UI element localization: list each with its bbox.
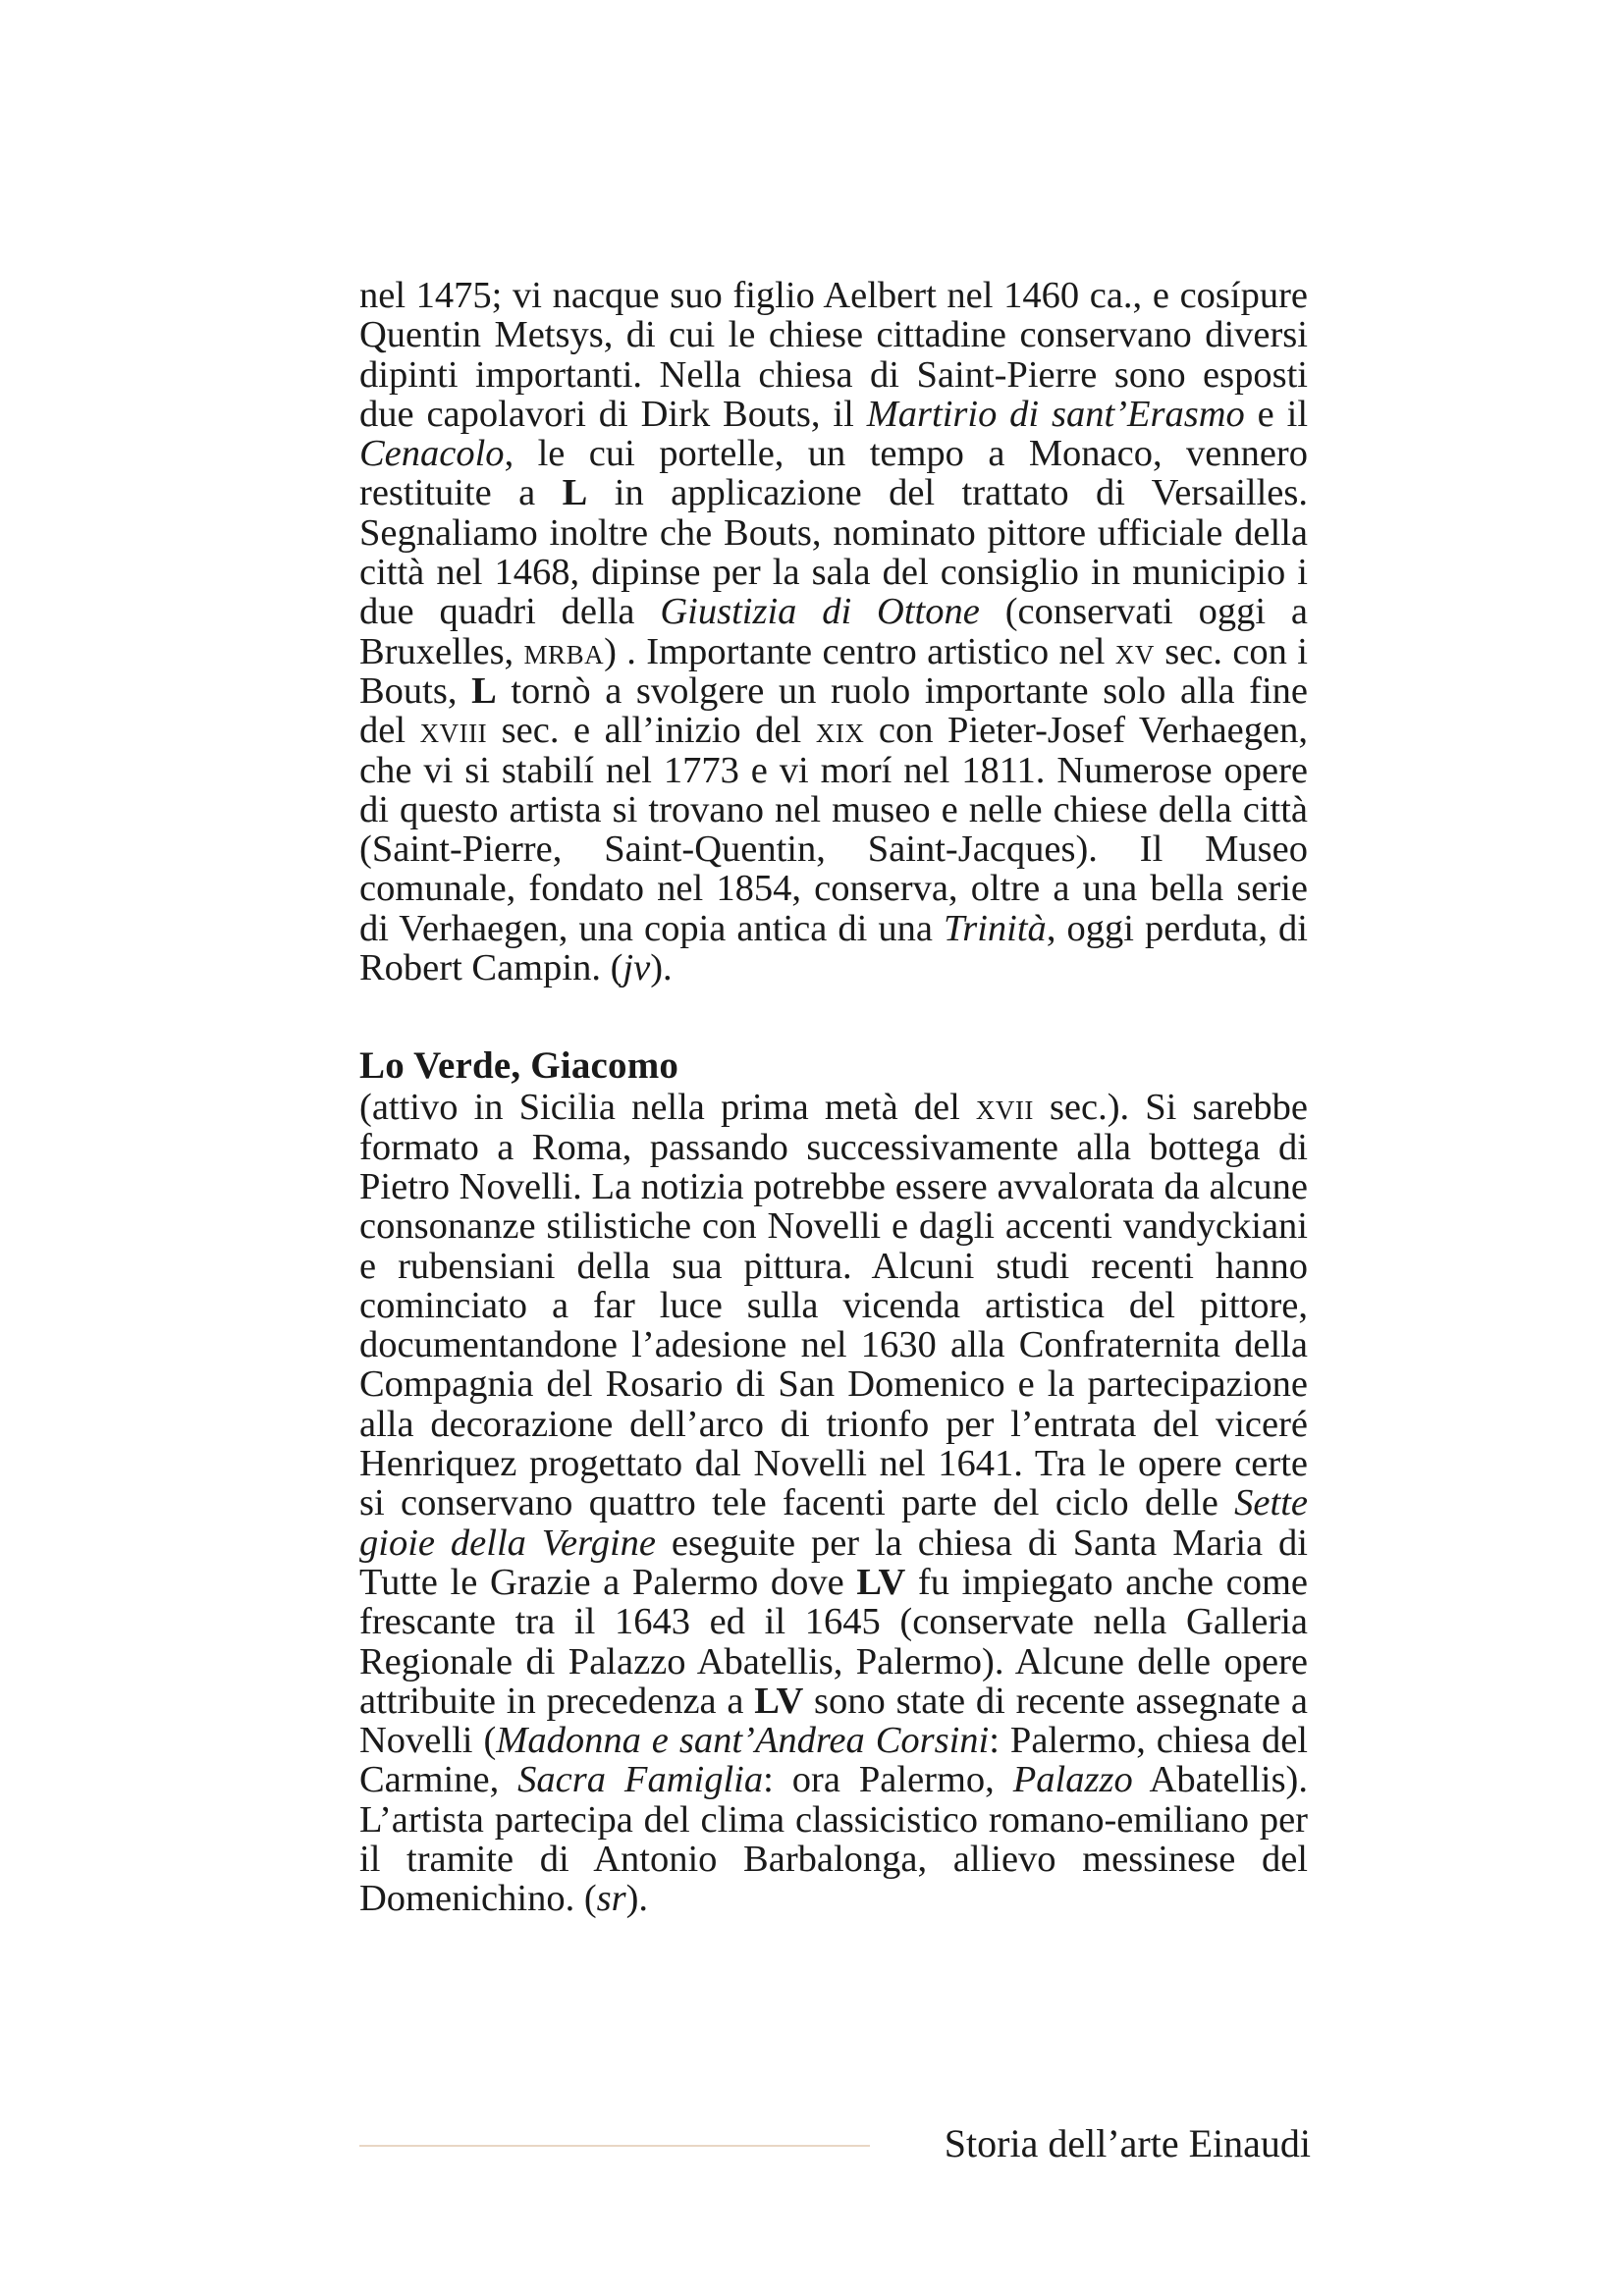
bold-run: L xyxy=(562,472,588,514)
footer-divider xyxy=(359,2145,870,2147)
text-run: fu impiegato anche come frescante tra il 1643 ed il 1645 (conservate nella Galleria Regionale di Palazzo Abatellis, Palermo). Alcune delle opere attribuite in precedenza a xyxy=(359,1561,1309,1722)
text-run: in applicazione del trattato di Versailles. Segnaliamo inoltre che Bouts, nominato pittore ufficiale della città nel 1468, dipinse per la sala del consiglio in municipio i due quadri della xyxy=(359,472,1308,633)
text-run: : ora Palermo, xyxy=(763,1759,1013,1801)
italic-run: jv xyxy=(622,947,651,989)
text-run: sec. con i Bouts, xyxy=(359,630,1308,712)
continuation-paragraph xyxy=(359,276,1308,988)
text-run: sec.). Si sarebbe formato a Roma, passando successivamente alla bottega di Pietro Novelli. La notizia potrebbe essere avvalorata da alcune consonanze stilistiche con Novelli e dagli accenti vandyckiani e rubensiani della sua pittura. Alcuni studi recenti hanno cominciato a far luce sulla vicenda artistica del pittore, documentandone l’adesione nel 1630 alla Confraternita della Compagnia del Rosario di San Domenico e la partecipazione alla decorazione dell’arco di trionfo per l’entrata del viceré Henriquez progettato dal Novelli nel 1641. Tra le opere certe si conservano quattro tele facenti parte del ciclo delle xyxy=(359,1087,1309,1524)
small-caps-run: mrba xyxy=(523,630,605,672)
bold-run: LV xyxy=(856,1561,906,1603)
text-run: : Palermo, chiesa del Carmine, xyxy=(359,1720,1308,1801)
text-run: sec. e all’inizio del xyxy=(487,710,816,752)
bold-run: L xyxy=(471,669,497,712)
italic-run: Trinità xyxy=(943,907,1047,949)
footer-publisher-line: Storia dell’arte Einaudi xyxy=(944,2121,1311,2165)
bold-run: LV xyxy=(754,1680,804,1722)
italic-run: sr xyxy=(596,1878,626,1920)
small-caps-run: xviii xyxy=(419,710,488,752)
small-caps-run: xv xyxy=(1114,630,1155,672)
text-run: ). xyxy=(650,947,673,989)
small-caps-run: xvii xyxy=(975,1087,1034,1129)
italic-run: Martirio di sant’Erasmo xyxy=(866,393,1245,435)
text-run: nel 1475; vi nacque suo figlio Aelbert nel 1460 ca., e cosípure Quentin Metsys, di cui le chiese cittadine conservano diversi dipinti importanti. Nella chiesa di Saint-Pierre sono esposti due capolavori di Dirk Bouts, il xyxy=(359,275,1308,435)
italic-run: Cenacolo xyxy=(359,433,505,475)
text-run: ). xyxy=(625,1878,649,1920)
article-column xyxy=(359,276,1308,1919)
text-run: tornò a svolgere un ruolo importante solo alla fine del xyxy=(359,669,1309,752)
entry-body-paragraph xyxy=(359,1088,1308,1918)
text-run: ) . Importante centro artistico nel xyxy=(604,630,1115,672)
text-run: , le cui portelle, un tempo a Monaco, vennero restituite a xyxy=(359,433,1308,514)
text-run: e il xyxy=(1244,393,1309,435)
italic-run: Giustizia di Ottone xyxy=(660,591,980,633)
italic-run: Palazzo xyxy=(1012,1759,1133,1801)
text-run: con Pieter-Josef Verhaegen, che vi si stabilí nel 1773 e vi morí nel 1811. Numerose opere di questo artista si trovano nel museo e nelle chiese della città (Saint-Pierre, Saint-Quentin, Saint-Jacques). Il Museo comunale, fondato nel 1854, conserva, oltre a una bella serie di Verhaegen, una copia antica di una xyxy=(359,710,1308,949)
italic-run: Madonna e sant’Andrea Corsini xyxy=(496,1720,990,1762)
entry-title: Lo Verde, Giacomo xyxy=(359,1044,679,1088)
text-run: , oggi perduta, di Robert Campin. ( xyxy=(359,907,1308,989)
text-run: (conservati oggi a Bruxelles, xyxy=(359,591,1308,672)
italic-run: Sette gioie della Vergine xyxy=(359,1482,1308,1564)
text-run: eseguite per la chiesa di Santa Maria di Tutte le Grazie a Palermo dove xyxy=(359,1522,1308,1603)
small-caps-run: xix xyxy=(815,710,865,752)
text-run: sono state di recente assegnate a Novelli ( xyxy=(359,1680,1308,1762)
italic-run: Sacra Famiglia xyxy=(517,1759,764,1801)
text-run: (attivo in Sicilia nella prima metà del xyxy=(359,1087,976,1129)
text-run: Abatellis). L’artista partecipa del clima classicistico romano-emiliano per il tramite di Antonio Barbalonga, allievo messinese del Domenichino. ( xyxy=(359,1759,1308,1920)
